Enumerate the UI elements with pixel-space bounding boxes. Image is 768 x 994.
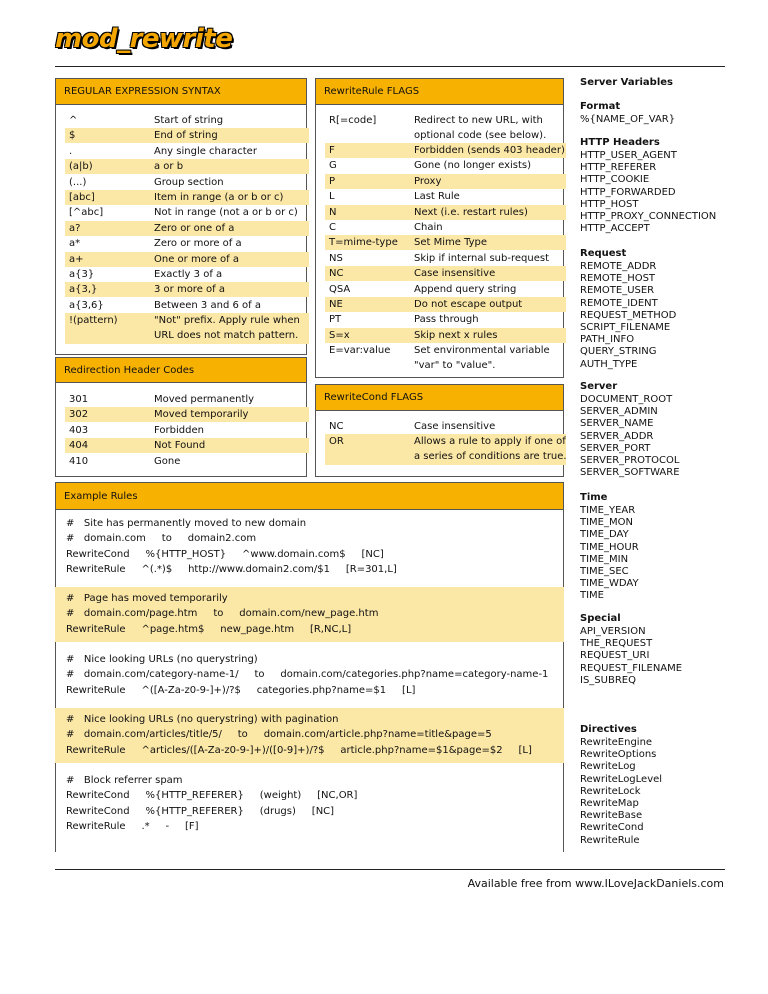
sidebar-variable: RewriteLogLevel bbox=[580, 773, 663, 785]
row-key: N bbox=[329, 206, 337, 218]
row-key: !(pattern) bbox=[69, 315, 118, 327]
sidebar-variable: %{NAME_OF_VAR} bbox=[580, 114, 676, 125]
row-key: OR bbox=[329, 436, 344, 448]
table-row bbox=[325, 297, 566, 312]
table-row bbox=[65, 128, 309, 143]
sidebar-variable: REQUEST_METHOD bbox=[580, 309, 677, 321]
row-value: Item in range (a or b or c) bbox=[154, 192, 284, 203]
example-line: # domain.com/category-name-1/ to domain.com/categories.php?name=category-name-1 bbox=[66, 669, 549, 681]
sidebar-variable: HTTP_PROXY_CONNECTION bbox=[580, 211, 717, 222]
sidebar-variable: HTTP_REFERER bbox=[580, 162, 657, 174]
row-key: 404 bbox=[69, 440, 89, 452]
table-row bbox=[325, 312, 566, 327]
table-row bbox=[65, 282, 309, 297]
table-row bbox=[65, 298, 309, 313]
row-value: Between 3 and 6 of a bbox=[154, 299, 261, 311]
table-row bbox=[325, 235, 566, 250]
table-row bbox=[65, 423, 309, 438]
example-line: # domain.com/page.htm to domain.com/new_page.htm bbox=[66, 608, 379, 620]
row-key: a+ bbox=[69, 253, 84, 265]
row-value: Gone bbox=[154, 455, 181, 467]
row-value: Do not escape output bbox=[414, 299, 523, 310]
row-value: Set environmental variable bbox=[414, 345, 550, 357]
sidebar-variable: SERVER_PROTOCOL bbox=[580, 455, 680, 466]
row-key: G bbox=[329, 160, 337, 172]
table-row bbox=[325, 434, 566, 465]
row-key: ^ bbox=[69, 115, 78, 126]
row-key: $ bbox=[69, 130, 76, 142]
row-value: Case insensitive bbox=[414, 421, 496, 432]
sidebar-variable: HTTP_USER_AGENT bbox=[580, 150, 677, 161]
row-key: (a|b) bbox=[69, 161, 93, 173]
sidebar-variable: REMOTE_IDENT bbox=[580, 297, 658, 309]
row-key: T=mime-type bbox=[329, 237, 398, 249]
row-value: Zero or more of a bbox=[154, 238, 242, 250]
sidebar-variable: REQUEST_FILENAME bbox=[580, 662, 683, 674]
sidebar-variable: RewriteOptions bbox=[580, 749, 657, 761]
row-key: 403 bbox=[69, 424, 89, 436]
sidebar-variable: PATH_INFO bbox=[580, 334, 635, 346]
row-key: C bbox=[329, 222, 336, 233]
table-row bbox=[325, 158, 566, 173]
table-row bbox=[65, 221, 309, 236]
row-value-cont: a series of conditions are true. bbox=[414, 451, 567, 463]
regex-syntax-panel bbox=[55, 78, 307, 355]
row-key: a{3} bbox=[69, 269, 95, 280]
table-row bbox=[65, 454, 309, 469]
sidebar-variable: REMOTE_USER bbox=[580, 285, 655, 297]
sidebar-variable: RewriteBase bbox=[580, 810, 643, 822]
sidebar-variable: RewriteMap bbox=[580, 798, 639, 809]
sidebar-variable: RewriteRule bbox=[580, 834, 640, 846]
redirection-codes-panel bbox=[55, 357, 307, 477]
row-value: Not Found bbox=[154, 440, 206, 452]
example-line: RewriteRule ^page.htm$ new_page.htm [R,NC,L] bbox=[66, 623, 352, 635]
row-key: [abc] bbox=[69, 192, 95, 203]
table-row bbox=[325, 174, 566, 189]
row-value: Group section bbox=[154, 176, 224, 188]
sidebar-variable: HTTP_ACCEPT bbox=[580, 223, 650, 235]
rewritecond-flags-header: RewriteCond FLAGS bbox=[316, 385, 563, 411]
example-line: RewriteRule ^articles/([A-Za-z0-9-]+)/([0-9]+)/?$ article.php?name=$1&page=$2 [L] bbox=[66, 744, 532, 756]
example-line: RewriteCond %{HTTP_REFERER} (drugs) [NC] bbox=[66, 805, 335, 817]
row-key: PT bbox=[329, 314, 342, 326]
row-value: Forbidden bbox=[154, 424, 204, 436]
footer-credit: Available free from www.ILoveJackDaniels.com bbox=[467, 877, 724, 890]
row-value: Redirect to new URL, with bbox=[414, 115, 543, 126]
example-rules-header: Example Rules bbox=[56, 483, 563, 510]
table-row bbox=[65, 438, 309, 453]
sidebar-variable: HTTP_COOKIE bbox=[580, 174, 650, 186]
row-value: Proxy bbox=[414, 175, 442, 187]
row-key: 301 bbox=[69, 394, 89, 405]
table-row bbox=[65, 392, 309, 407]
sidebar-variable: REMOTE_ADDR bbox=[580, 261, 657, 272]
row-value: Exactly 3 of a bbox=[154, 269, 223, 280]
example-line: # Nice looking URLs (no querystring) bbox=[66, 654, 258, 665]
row-value-cont: URL does not match pattern. bbox=[154, 330, 299, 342]
sidebar-variable: API_VERSION bbox=[580, 626, 646, 637]
row-key: L bbox=[329, 191, 335, 203]
table-row bbox=[325, 282, 566, 297]
sidebar-variable: RewriteCond bbox=[580, 822, 644, 834]
row-value: Allows a rule to apply if one of bbox=[414, 436, 566, 448]
sidebar-variable: SERVER_ADMIN bbox=[580, 406, 658, 418]
row-value: End of string bbox=[154, 130, 218, 142]
row-key: S=x bbox=[329, 329, 350, 341]
row-value: Gone (no longer exists) bbox=[414, 160, 532, 172]
row-value: Forbidden (sends 403 header) bbox=[414, 145, 565, 156]
sidebar-variable: RewriteLock bbox=[580, 785, 641, 797]
row-value: 3 or more of a bbox=[154, 284, 225, 296]
sidebar-variable: SERVER_NAME bbox=[580, 418, 654, 430]
sidebar-variable: TIME_MIN bbox=[580, 553, 629, 565]
row-value: Zero or one of a bbox=[154, 222, 235, 234]
page-title: mod_rewrite bbox=[55, 24, 233, 54]
row-key: F bbox=[329, 145, 335, 156]
table-row bbox=[325, 328, 566, 343]
example-line: # Page has moved temporarily bbox=[66, 593, 228, 604]
row-value: Next (i.e. restart rules) bbox=[414, 206, 528, 218]
table-row bbox=[325, 343, 566, 374]
row-value-cont: optional code (see below). bbox=[414, 130, 547, 141]
row-value: Any single character bbox=[154, 145, 257, 157]
row-key: NE bbox=[329, 299, 343, 310]
sidebar-variable: THE_REQUEST bbox=[580, 638, 653, 650]
sidebar-variable: TIME bbox=[580, 590, 605, 602]
table-row bbox=[65, 236, 309, 251]
sidebar-section-heading: Request bbox=[580, 248, 627, 259]
row-value-cont: "var" to "value". bbox=[414, 360, 496, 372]
row-value: Case insensitive bbox=[414, 268, 496, 280]
table-row bbox=[65, 267, 309, 282]
sidebar-title: Server Variables bbox=[580, 77, 673, 88]
sidebar-variable: SERVER_SOFTWARE bbox=[580, 467, 680, 479]
table-row bbox=[325, 205, 566, 220]
table-row bbox=[65, 205, 309, 220]
sidebar-variable: SERVER_PORT bbox=[580, 442, 651, 454]
redirection-codes-header: Redirection Header Codes bbox=[56, 358, 306, 383]
table-row bbox=[65, 313, 309, 344]
sidebar-variable: SERVER_ADDR bbox=[580, 430, 654, 442]
sidebar-variable: TIME_SEC bbox=[580, 566, 629, 577]
example-line: RewriteRule ^([A-Za-z0-9-]+)/?$ categories.php?name=$1 [L] bbox=[66, 684, 416, 696]
row-value: Last Rule bbox=[414, 191, 460, 203]
row-value: Skip if internal sub-request bbox=[414, 252, 549, 264]
table-row bbox=[65, 113, 309, 128]
table-row bbox=[65, 159, 309, 174]
row-value: Chain bbox=[414, 222, 443, 233]
table-row bbox=[325, 143, 566, 158]
sidebar-variable: QUERY_STRING bbox=[580, 346, 657, 358]
row-value: One or more of a bbox=[154, 253, 239, 265]
row-key: [^abc] bbox=[69, 207, 104, 219]
row-value: Moved permanently bbox=[154, 394, 255, 405]
sidebar-variable: TIME_YEAR bbox=[580, 505, 636, 516]
sidebar-section-heading: Time bbox=[580, 492, 608, 503]
table-row bbox=[325, 266, 566, 281]
rewritecond-flags-panel bbox=[315, 384, 567, 477]
row-key: 302 bbox=[69, 409, 89, 421]
sidebar-section-heading: Special bbox=[580, 613, 621, 624]
table-row bbox=[325, 220, 566, 235]
table-row bbox=[325, 113, 566, 144]
table-row bbox=[65, 144, 309, 159]
sidebar-section-heading: Format bbox=[580, 101, 621, 112]
bottom-divider bbox=[55, 869, 725, 870]
sidebar-section-heading: HTTP Headers bbox=[580, 137, 660, 148]
row-value: Start of string bbox=[154, 115, 224, 126]
rewriterule-flags-panel bbox=[315, 78, 564, 378]
row-value: Skip next x rules bbox=[414, 329, 498, 341]
example-line: # domain.com/articles/title/5/ to domain.com/article.php?name=title&page=5 bbox=[66, 729, 492, 741]
row-value: a or b bbox=[154, 161, 184, 173]
sidebar-variable: TIME_WDAY bbox=[580, 578, 639, 590]
table-row bbox=[65, 252, 309, 267]
row-key: E=var:value bbox=[329, 345, 391, 357]
row-key: a* bbox=[69, 238, 81, 250]
sidebar-variable: TIME_DAY bbox=[580, 529, 629, 541]
example-line: RewriteCond %{HTTP_REFERER} (weight) [NC,OR] bbox=[66, 790, 358, 802]
row-value: Append query string bbox=[414, 283, 517, 295]
row-key: . bbox=[69, 145, 73, 157]
example-line: # Site has permanently moved to new domain bbox=[66, 518, 307, 529]
row-key: a{3,} bbox=[69, 284, 98, 296]
sidebar-variable: DOCUMENT_ROOT bbox=[580, 394, 673, 405]
row-key: NC bbox=[329, 421, 344, 432]
regex-syntax-header: REGULAR EXPRESSION SYNTAX bbox=[56, 79, 306, 105]
table-row bbox=[325, 419, 566, 434]
sidebar-variable: IS_SUBREQ bbox=[580, 674, 636, 686]
sidebar-variable: TIME_HOUR bbox=[580, 541, 639, 553]
row-key: 410 bbox=[69, 455, 89, 467]
example-line: RewriteRule .* - [F] bbox=[66, 821, 199, 833]
row-key: QSA bbox=[329, 283, 351, 295]
row-key: a{3,6} bbox=[69, 299, 104, 311]
row-key: (...) bbox=[69, 176, 87, 188]
row-key: NS bbox=[329, 252, 343, 264]
sidebar-variable: HTTP_FORWARDED bbox=[580, 186, 676, 198]
table-row bbox=[65, 190, 309, 205]
row-value: Set Mime Type bbox=[414, 237, 488, 249]
sidebar-section-heading: Directives bbox=[580, 724, 637, 735]
row-key: P bbox=[329, 175, 336, 187]
row-value: Not in range (not a or b or c) bbox=[154, 207, 298, 219]
sidebar-variable: SCRIPT_FILENAME bbox=[580, 322, 671, 333]
rewriterule-flags-header: RewriteRule FLAGS bbox=[316, 79, 563, 105]
row-value: "Not" prefix. Apply rule when bbox=[154, 315, 300, 327]
table-row bbox=[325, 189, 566, 204]
table-row bbox=[325, 251, 566, 266]
example-line: RewriteRule ^(.*)$ http://www.domain2.com/$1 [R=301,L] bbox=[66, 564, 397, 576]
row-value: Pass through bbox=[414, 314, 479, 326]
row-value: Moved temporarily bbox=[154, 409, 249, 421]
sidebar-variable: REQUEST_URI bbox=[580, 650, 650, 662]
sidebar-variable: REMOTE_HOST bbox=[580, 273, 656, 285]
sidebar-variable: RewriteLog bbox=[580, 761, 636, 773]
row-key: NC bbox=[329, 268, 344, 280]
example-line: # Block referrer spam bbox=[66, 775, 183, 786]
example-line: # domain.com to domain2.com bbox=[66, 533, 257, 545]
row-key: a? bbox=[69, 222, 81, 234]
sidebar-variable: RewriteEngine bbox=[580, 737, 653, 748]
example-line: RewriteCond %{HTTP_HOST} ^www.domain.com$ [NC] bbox=[66, 548, 384, 560]
sidebar-variable: HTTP_HOST bbox=[580, 198, 639, 210]
example-line: # Nice looking URLs (no querystring) with pagination bbox=[66, 714, 339, 725]
table-row bbox=[65, 175, 309, 190]
sidebar-variable: TIME_MON bbox=[580, 517, 633, 529]
sidebar-section-heading: Server bbox=[580, 381, 618, 392]
row-key: R[=code] bbox=[329, 115, 377, 126]
table-row bbox=[65, 407, 309, 422]
top-divider bbox=[55, 66, 725, 67]
sidebar-variable: AUTH_TYPE bbox=[580, 358, 638, 370]
